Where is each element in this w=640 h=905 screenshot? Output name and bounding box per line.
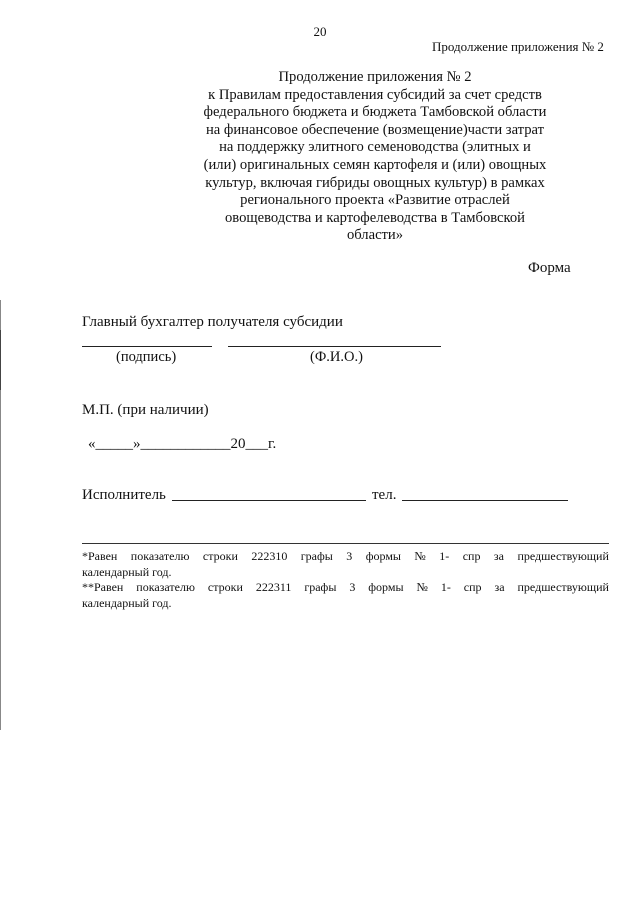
- footnote-word: 222311: [255, 580, 292, 594]
- date-line: «_____»____________20___г.: [88, 436, 277, 452]
- appendix-title-block: [170, 69, 580, 245]
- footnote-word: за: [493, 549, 504, 563]
- title-line: (или) оригинальных семян картофеля и (или) овощных: [203, 156, 547, 173]
- footnote-word: строки: [202, 549, 238, 563]
- footnote-word: формы: [368, 580, 404, 594]
- footnote-1: [82, 548, 609, 580]
- fio-line: [228, 346, 441, 347]
- footnote-word: **Равен: [82, 580, 124, 594]
- stamp-label: М.П. (при наличии): [82, 402, 209, 418]
- footnote-1-line1: [82, 548, 609, 564]
- footnote-word: спр: [463, 580, 482, 594]
- footnote-separator: [82, 543, 609, 544]
- footnote-word: спр: [462, 549, 481, 563]
- footnote-word: строки: [207, 580, 243, 594]
- footnote-word: показателю: [130, 549, 190, 563]
- title-line: Продолжение приложения № 2: [278, 69, 472, 85]
- footnote-word: графы: [300, 549, 333, 563]
- title-line: федерального бюджета и бюджета Тамбовской области: [203, 104, 547, 121]
- chief-accountant-label: Главный бухгалтер получателя субсидии: [82, 314, 343, 330]
- footnote-word: за: [494, 580, 505, 594]
- footnote-word: №: [414, 549, 426, 563]
- footnote-word: графы: [304, 580, 337, 594]
- tel-line: [402, 500, 568, 501]
- scan-edge-mark: [0, 330, 1, 390]
- title-line: овощеводства и картофелеводства в Тамбовской: [225, 209, 525, 226]
- title-line: к Правилам предоставления субсидий за счет средств: [208, 86, 542, 103]
- fio-caption: (Ф.И.О.): [310, 349, 363, 365]
- footnote-word: предшествующий: [517, 549, 609, 563]
- continuation-header: Продолжение приложения № 2: [432, 39, 604, 54]
- title-line: культур, включая гибриды овощных культур) в рамках: [205, 174, 545, 191]
- footnote-2-line2: календарный год.: [82, 596, 172, 610]
- form-label: Форма: [528, 260, 571, 276]
- title-line: регионального проекта «Развитие отраслей: [240, 192, 510, 209]
- footnote-2-line1: [82, 579, 609, 595]
- footnote-word: 3: [349, 580, 356, 594]
- signature-caption: (подпись): [116, 349, 177, 365]
- footnote-word: *Равен: [82, 549, 118, 563]
- title-line: на финансовое обеспечение (возмещение)части затрат: [205, 121, 544, 138]
- executor-label: Исполнитель: [82, 487, 166, 503]
- footnote-word: 222310: [251, 549, 288, 563]
- footnote-1-line2: календарный год.: [82, 565, 172, 579]
- footnote-word: 1-: [439, 549, 450, 563]
- page-number: 20: [313, 24, 327, 39]
- footnote-word: предшествующий: [517, 580, 609, 594]
- footnote-word: 3: [346, 549, 353, 563]
- title-line: на поддержку элитного семеноводства (элитных и: [219, 139, 531, 156]
- tel-label: тел.: [372, 487, 397, 503]
- footnote-word: 1-: [440, 580, 451, 594]
- footnote-word: показателю: [136, 580, 195, 594]
- footnote-word: №: [416, 580, 428, 594]
- title-line: области»: [346, 227, 404, 244]
- executor-line: [172, 500, 366, 501]
- footnote-2: [82, 579, 609, 611]
- signature-line: [82, 346, 212, 347]
- footnote-word: формы: [365, 549, 401, 563]
